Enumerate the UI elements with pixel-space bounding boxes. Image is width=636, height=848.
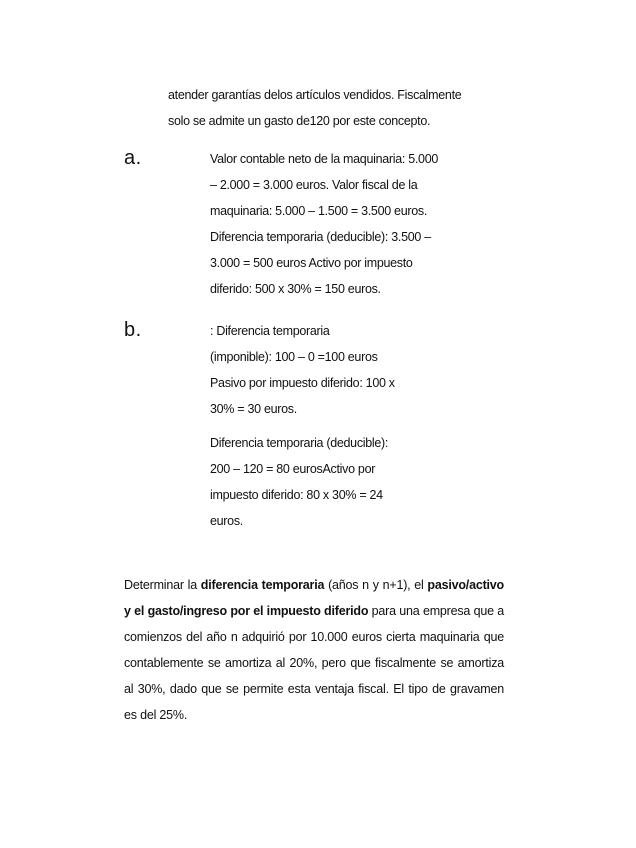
problem-bold-1: diferencia temporaria bbox=[200, 578, 325, 592]
problem-statement bbox=[124, 572, 504, 728]
intro-paragraph bbox=[168, 82, 508, 134]
item-b-line-1: : Diferencia temporaria bbox=[210, 324, 330, 338]
item-b-line-4: 30% = 30 euros. bbox=[210, 402, 297, 416]
item-b-line-6: 200 – 120 = 80 eurosActivo por bbox=[210, 462, 376, 476]
list-item-b bbox=[210, 318, 470, 534]
intro-line-2: solo se admite un gasto de120 por este concepto. bbox=[168, 114, 431, 128]
item-a-line-6: diferido: 500 x 30% = 150 euros. bbox=[210, 282, 381, 296]
intro-line-1: atender garantías delos artículos vendidos. Fiscalmente bbox=[168, 88, 462, 102]
problem-paragraph bbox=[124, 572, 504, 728]
item-a-line-2: – 2.000 = 3.000 euros. Valor fiscal de la bbox=[210, 178, 418, 192]
problem-text-3: para una empresa que a comienzos del año n adquirió por 10.000 euros cierta maquinaria que contablemente se amortiza al 20%, pero que fiscalmente se amortiza al 30%, dado que se permite esta ventaja fiscal. El tipo de gravamen es del 25%. bbox=[124, 604, 504, 722]
item-a-line-5: 3.000 = 500 euros Activo por impuesto bbox=[210, 256, 413, 270]
list-marker-b: b. bbox=[124, 319, 142, 341]
problem-bold-2: pasivo/activo y el gasto/ingreso por el impuesto diferido bbox=[124, 578, 504, 618]
item-b-line-8: euros. bbox=[210, 514, 243, 528]
problem-text-2: (años n y n+1), el bbox=[324, 578, 428, 592]
list-marker-a: a. bbox=[124, 147, 142, 169]
list-item-a bbox=[210, 146, 470, 302]
item-a-line-3: maquinaria: 5.000 – 1.500 = 3.500 euros. bbox=[210, 204, 427, 218]
item-a-line-4: Diferencia temporaria (deducible): 3.500 – bbox=[210, 230, 431, 244]
item-b-line-2: (imponible): 100 – 0 =100 euros bbox=[210, 350, 378, 364]
item-a-line-1: Valor contable neto de la maquinaria: 5.000 bbox=[210, 152, 439, 166]
problem-text-1: Determinar la bbox=[124, 578, 201, 592]
item-b-line-3: Pasivo por impuesto diferido: 100 x bbox=[210, 376, 395, 390]
item-b-line-5: Diferencia temporaria (deducible): bbox=[210, 436, 389, 450]
item-b-line-7: impuesto diferido: 80 x 30% = 24 bbox=[210, 488, 383, 502]
